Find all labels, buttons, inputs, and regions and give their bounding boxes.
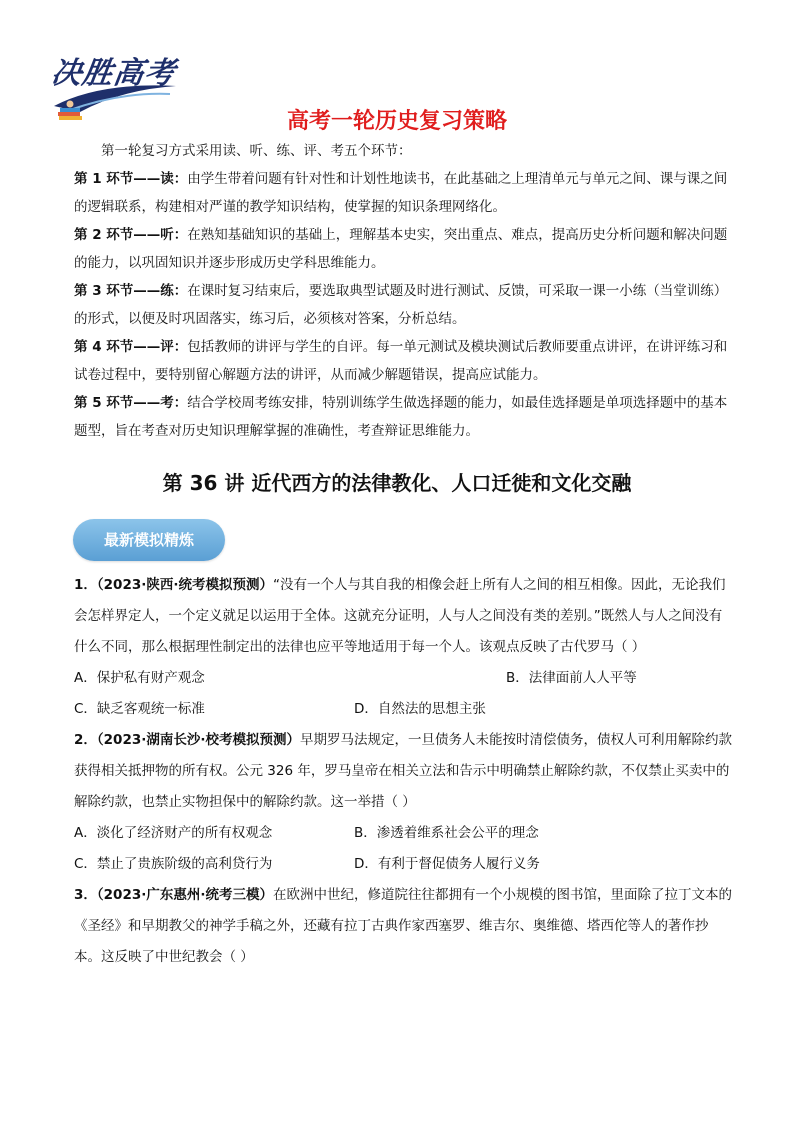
option-d[interactable]: D．有利于督促债务人履行义务 [354, 856, 540, 872]
step-text: 包括教师的讲评与学生的自评。每一单元测试及模块测试后教师要重点讲评，在讲评练习和试卷过程中，要特别留心解题方法的讲评，从而减少解题错误，提高应试能力。 [74, 339, 728, 383]
intro-section [74, 137, 734, 445]
question-list [74, 570, 734, 973]
option-b[interactable]: B．法律面前人人平等 [506, 670, 637, 686]
step-label: 第 3 环节——练： [74, 283, 188, 299]
step-1 [74, 165, 734, 221]
step-label: 第 4 环节——评： [74, 339, 188, 355]
option-a[interactable]: A．淡化了经济财产的所有权观念 [74, 825, 273, 841]
question-stem [74, 880, 734, 973]
step-text: 在熟知基础知识的基础上，理解基本史实，突出重点、难点，提高历史分析问题和解决问题的能力，以巩固知识并逐步形成历史学科思维能力。 [74, 227, 728, 271]
section-title: 第 36 讲 近代西方的法律教化、人口迁徙和文化交融 [162, 471, 632, 495]
step-5 [74, 389, 734, 445]
question-number: 3． [74, 887, 97, 903]
option-a[interactable]: A．保护私有财产观念 [74, 670, 205, 686]
question-3 [74, 880, 734, 973]
question-source: （2023·广东惠州·统考三模） [96, 887, 273, 903]
question-number: 1． [74, 577, 97, 593]
option-d[interactable]: D．自然法的思想主张 [354, 701, 486, 717]
question-1 [74, 570, 734, 725]
question-number: 2． [74, 732, 97, 748]
step-2 [74, 221, 734, 277]
question-stem [74, 725, 734, 818]
question-stem [74, 570, 734, 663]
option-row [74, 663, 734, 694]
step-text: 由学生带着问题有针对性和计划性地读书，在此基础之上理清单元与单元之间、课与课之间的逻辑联系，构建相对严谨的教学知识结构，使掌握的知识条理网络化。 [74, 171, 728, 215]
step-3 [74, 277, 734, 333]
option-b[interactable]: B．渗透着维系社会公平的理念 [354, 825, 539, 841]
question-text: “没有一个人与其自我的相像会赶上所有人之间的相互相像。因此，无论我们会怎样界定人，一个定义就足以运用于全体。这就充分证明，人与人之间没有类的差别。”既然人与人之间没有什么不同，那么根据理性制定出的法律也应平等地适用于每一个人。该观点反映了古代罗马（ ） [74, 577, 726, 655]
option-row [74, 818, 734, 849]
option-row [74, 849, 734, 880]
step-text: 在课时复习结束后，要选取典型试题及时进行测试、反馈，可采取一课一小练（当堂训练）的形式，以便及时巩固落实，练习后，必须核对答案，分析总结。 [74, 283, 728, 327]
step-text: 结合学校周考练安排，特别训练学生做选择题的能力，如最佳选择题是单项选择题中的基本题型，旨在考查对历史知识理解掌握的准确性，考查辩证思维能力。 [74, 395, 728, 439]
question-text: 在欧洲中世纪，修道院往往都拥有一个小规模的图书馆，里面除了拉丁文本的《圣经》和早期教父的神学手稿之外，还藏有拉丁古典作家西塞罗、维吉尔、奥维德、塔西佗等人的著作抄本。这反映了中世纪教会（ ） [74, 887, 732, 965]
step-4 [74, 333, 734, 389]
step-label: 第 5 环节——考： [74, 395, 188, 411]
question-source: （2023·湖南长沙·校考模拟预测） [96, 732, 300, 748]
option-c[interactable]: C．缺乏客观统一标准 [74, 701, 205, 717]
option-row [74, 694, 734, 725]
logo-text: 决胜高考 [49, 56, 178, 91]
section-badge: 最新模拟精炼 [73, 519, 225, 561]
page-title: 高考一轮历史复习策略 [286, 109, 507, 134]
intro-lead: 第一轮复习方式采用读、听、练、评、考五个环节： [101, 143, 412, 159]
option-c[interactable]: C．禁止了贵族阶级的高利贷行为 [74, 856, 273, 872]
step-label: 第 1 环节——读： [74, 171, 188, 187]
question-text: 早期罗马法规定，一旦债务人未能按时清偿债务，债权人可利用解除约款获得相关抵押物的所有权。公元 326 年，罗马皇帝在相关立法和告示中明确禁止解除约款，不仅禁止买卖中的解除约款，也禁止实物担保中的解除约款。这一举措（ ） [74, 732, 732, 810]
question-source: （2023·陕西·统考模拟预测） [96, 577, 273, 593]
question-2 [74, 725, 734, 880]
step-label: 第 2 环节——听： [74, 227, 188, 243]
